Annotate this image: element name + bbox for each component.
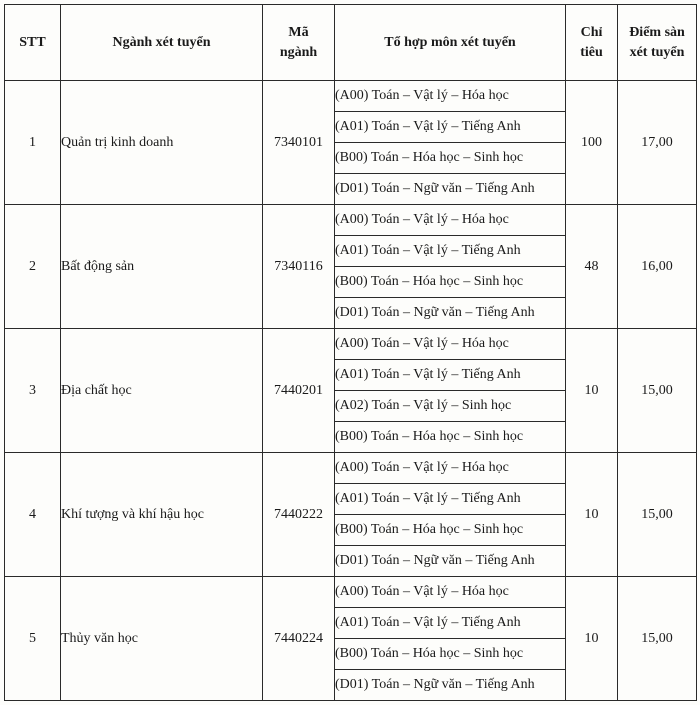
header-major-code-line1: Mã [288, 24, 309, 40]
table-row [5, 329, 697, 360]
header-major-code-line2: ngành [279, 44, 318, 60]
cell-major-code: 7440222 [263, 453, 335, 577]
cell-combination: (A00) Toán – Vật lý – Hóa học [335, 329, 566, 360]
cell-major-name: Bất động sản [61, 205, 263, 329]
cell-combination: (D01) Toán – Ngữ văn – Tiếng Anh [335, 174, 566, 205]
cell-min-score: 17,00 [618, 81, 697, 205]
cell-combination: (D01) Toán – Ngữ văn – Tiếng Anh [335, 670, 566, 701]
cell-min-score: 15,00 [618, 453, 697, 577]
cell-combination: (B00) Toán – Hóa học – Sinh học [335, 422, 566, 453]
cell-combination: (A02) Toán – Vật lý – Sinh học [335, 391, 566, 422]
table-row [5, 453, 697, 484]
cell-major-name: Quản trị kinh doanh [61, 81, 263, 205]
table-row [5, 577, 697, 608]
header-major-name [61, 5, 263, 81]
header-row [5, 5, 697, 81]
cell-quota: 48 [566, 205, 618, 329]
cell-combination: (B00) Toán – Hóa học – Sinh học [335, 143, 566, 174]
cell-combination: (A00) Toán – Vật lý – Hóa học [335, 205, 566, 236]
cell-combination: (B00) Toán – Hóa học – Sinh học [335, 639, 566, 670]
header-major-code [263, 5, 335, 81]
cell-min-score: 16,00 [618, 205, 697, 329]
header-quota [566, 5, 618, 81]
cell-stt: 4 [5, 453, 61, 577]
cell-combination: (A00) Toán – Vật lý – Hóa học [335, 81, 566, 112]
cell-combination: (A01) Toán – Vật lý – Tiếng Anh [335, 236, 566, 267]
cell-min-score: 15,00 [618, 577, 697, 701]
cell-quota: 10 [566, 453, 618, 577]
admissions-table [4, 4, 697, 701]
cell-major-code: 7440201 [263, 329, 335, 453]
cell-major-code: 7340101 [263, 81, 335, 205]
cell-min-score: 15,00 [618, 329, 697, 453]
cell-stt: 5 [5, 577, 61, 701]
header-combinations-text: Tổ hợp môn xét tuyển [384, 34, 516, 50]
cell-combination: (A01) Toán – Vật lý – Tiếng Anh [335, 360, 566, 391]
header-min-score-line2: xét tuyển [629, 44, 685, 60]
header-major-name-text: Ngành xét tuyển [112, 34, 211, 50]
cell-combination: (D01) Toán – Ngữ văn – Tiếng Anh [335, 298, 566, 329]
cell-major-name: Thủy văn học [61, 577, 263, 701]
header-min-score [618, 5, 697, 81]
cell-stt: 2 [5, 205, 61, 329]
table-body [5, 81, 697, 701]
cell-combination: (A01) Toán – Vật lý – Tiếng Anh [335, 608, 566, 639]
cell-combination: (A00) Toán – Vật lý – Hóa học [335, 577, 566, 608]
cell-major-code: 7340116 [263, 205, 335, 329]
cell-quota: 10 [566, 329, 618, 453]
table-row [5, 81, 697, 112]
header-quota-line1: Chỉ [580, 24, 603, 40]
cell-quota: 10 [566, 577, 618, 701]
cell-stt: 1 [5, 81, 61, 205]
header-quota-line2: tiêu [580, 44, 603, 60]
cell-major-name: Địa chất học [61, 329, 263, 453]
cell-combination: (B00) Toán – Hóa học – Sinh học [335, 515, 566, 546]
cell-stt: 3 [5, 329, 61, 453]
header-combinations [335, 5, 566, 81]
header-stt-text: STT [19, 34, 46, 50]
cell-major-name: Khí tượng và khí hậu học [61, 453, 263, 577]
cell-combination: (B00) Toán – Hóa học – Sinh học [335, 267, 566, 298]
cell-combination: (A00) Toán – Vật lý – Hóa học [335, 453, 566, 484]
header-min-score-line1: Điểm sàn [629, 24, 685, 40]
cell-combination: (A01) Toán – Vật lý – Tiếng Anh [335, 484, 566, 515]
cell-quota: 100 [566, 81, 618, 205]
table-row [5, 205, 697, 236]
cell-combination: (D01) Toán – Ngữ văn – Tiếng Anh [335, 546, 566, 577]
cell-major-code: 7440224 [263, 577, 335, 701]
table-header [5, 5, 697, 81]
header-stt [5, 5, 61, 81]
cell-combination: (A01) Toán – Vật lý – Tiếng Anh [335, 112, 566, 143]
